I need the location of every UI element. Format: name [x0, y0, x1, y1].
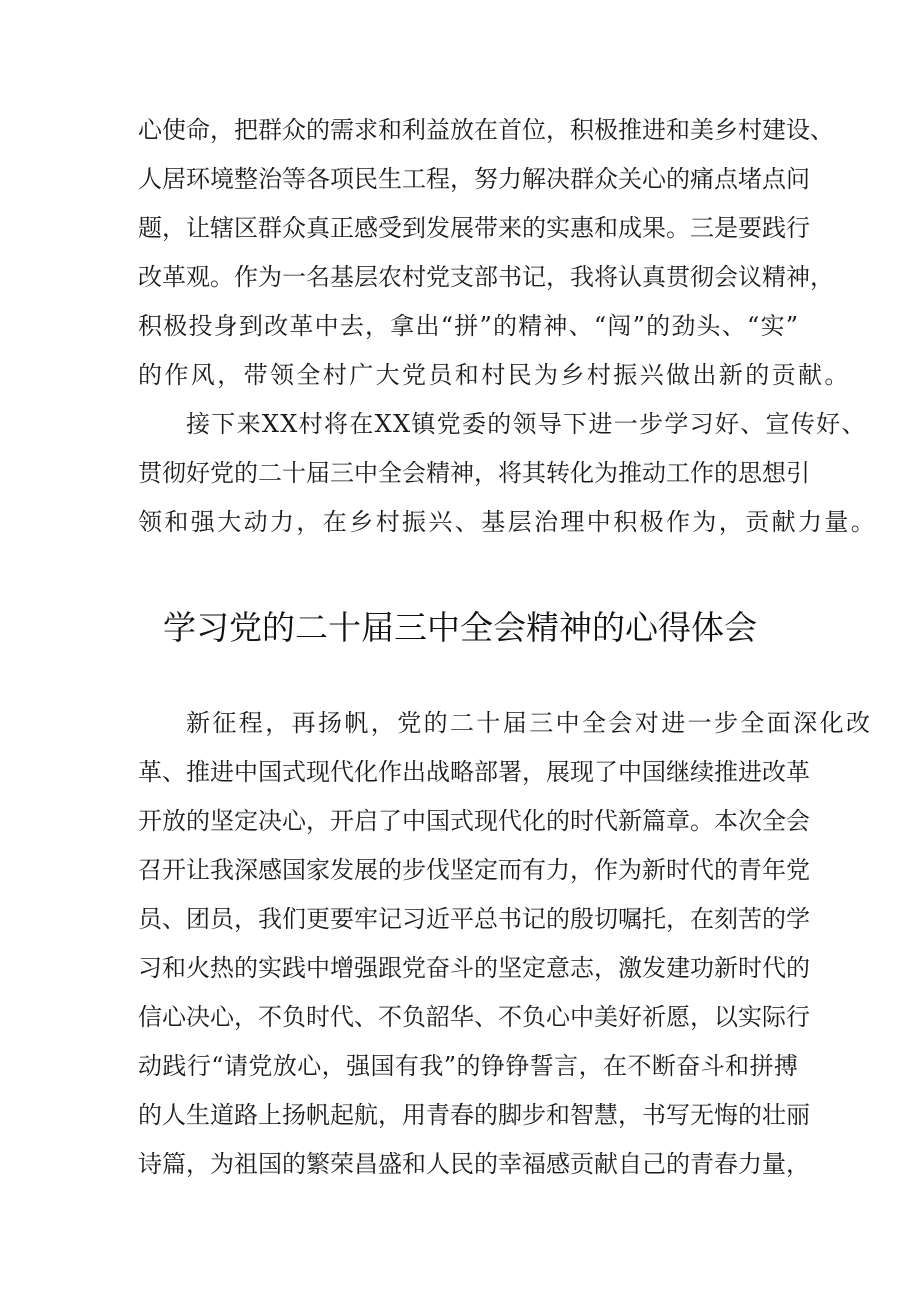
- text-line: 贯彻好党的二十届三中全会精神，将其转化为推动工作的思想引: [138, 459, 810, 487]
- text-line: 积极投身到改革中去，拿出“拼”的精神、“闯”的劲头、“实”: [138, 312, 798, 340]
- text-line: 的人生道路上扬帆起航，用青春的脚步和智慧，书写无悔的壮丽: [138, 1101, 810, 1129]
- text-line: 诗篇，为祖国的繁荣昌盛和人民的幸福感贡献自己的青春力量，: [138, 1150, 810, 1178]
- text-line: 习和火热的实践中增强跟党奋斗的坚定意志，激发建功新时代的: [138, 954, 810, 982]
- text-line: 革、推进中国式现代化作出战略部署，展现了中国继续推进改革: [138, 758, 810, 786]
- text-line: 题，让辖区群众真正感受到发展带来的实惠和成果。三是要践行: [138, 214, 810, 242]
- section-title: 学习党的二十届三中全会精神的心得体会: [163, 608, 757, 647]
- text-line: 动践行“请党放心，强国有我”的铮铮誓言，在不断奋斗和拼搏: [138, 1052, 798, 1080]
- text-line: 领和强大动力，在乡村振兴、基层治理中积极作为，贡献力量。: [138, 508, 878, 536]
- text-line: 改革观。作为一名基层农村党支部书记，我将认真贯彻会议精神，: [138, 263, 834, 291]
- text-line: 召开让我深感国家发展的步伐坚定而有力，作为新时代的青年党: [138, 856, 810, 884]
- text-line: 接下来XX村将在XX镇党委的领导下进一步学习好、宣传好、: [186, 410, 867, 438]
- text-line: 人居环境整治等各项民生工程，努力解决群众关心的痛点堵点问: [138, 165, 810, 193]
- text-line: 开放的坚定决心，开启了中国式现代化的时代新篇章。本次全会: [138, 807, 810, 835]
- text-line: 信心决心，不负时代、不负韶华、不负心中美好祈愿，以实际行: [138, 1003, 810, 1031]
- text-line: 员、团员，我们更要牢记习近平总书记的殷切嘱托，在刻苦的学: [138, 905, 810, 933]
- text-line: 的作风，带领全村广大党员和村民为乡村振兴做出新的贡献。: [138, 361, 851, 389]
- text-line: 新征程，再扬帆，党的二十届三中全会对进一步全面深化改: [186, 709, 873, 737]
- text-line: 心使命，把群众的需求和利益放在首位，积极推进和美乡村建设、: [138, 116, 834, 144]
